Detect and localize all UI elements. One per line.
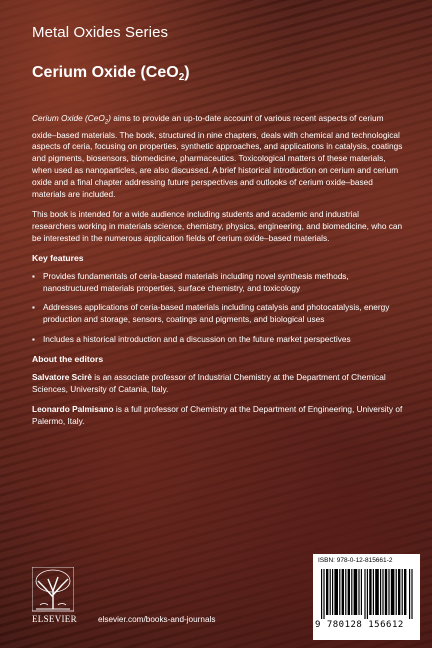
book-title-main: Cerium Oxide (CeO [32,64,179,81]
book-title [32,64,190,83]
isbn-label: ISBN: 978-0-12-815661-2 [318,557,393,564]
editor-1-bio [32,372,404,396]
about-editors-heading: About the editors [32,354,104,365]
editor-2-bio [32,404,404,428]
barcode-number: 9 780128 156612 [315,620,404,630]
back-cover-content [32,113,404,436]
barcode-icon [321,569,413,619]
description-book-name-end: ) [108,113,111,123]
key-feature-item: ▪ Addresses applications of ceria-based materials including catalysis and photocatalysis, energy production and storage, sensors, coatings and pigments, and biological uses [43,302,404,326]
key-feature-item: ▪ Includes a historical introduction and a discussion on the future market perspectives [43,334,404,346]
key-feature-item: ▪ Provides fundamentals of ceria-based materials including novel synthesis methods, nanostructured materials properties, surface chemistry, and toxicology [43,271,404,295]
barcode-panel [313,554,420,640]
editor-2-name: Leonardo Palmisano [32,403,114,414]
key-features-heading: Key features [32,252,84,263]
book-title-end: ) [184,64,190,81]
description-text-1: aims to provide an up-to-date account of various recent aspects of cerium oxide–based materials. The book, structured in nine chapters, deals with chemical and technological aspects of ceria, focusing on properties, synthetic approaches, and applications in catalysis, coatings and pigments, biosensors, biomedicine, pharmaceutics. Toxicological matters of these materials, when used as nanoparticles, are also discussed. A brief historical introduction on cerium and cerium oxide and a final chapter addressing future perspectives and outlooks of cerium oxide–based materials are included. [32,113,403,200]
description-book-name-main: Cerium Oxide (CeO [32,113,105,123]
publisher-url[interactable]: elsevier.com/books-and-journals [98,615,216,624]
editor-2-text: is a full professor of Chemistry at the Department of Engineering, University of Palermo, Italy. [32,403,403,426]
description-book-name-subscript: 2 [104,119,109,126]
book-title-subscript: 2 [178,72,185,83]
editor-1-name: Salvatore Scirè [32,372,92,383]
series-title: Metal Oxides Series [32,24,169,41]
description-book-name [32,113,111,126]
editor-1-text: is an associate professor of Industrial Chemistry at the Department of Chemical Sciences, University of Catania, Italy. [32,372,386,394]
elsevier-logo-text: ELSEVIER [32,614,77,624]
description-paragraph-1 [32,113,404,201]
key-features-list [32,271,404,347]
description-paragraph-2: This book is intended for a wide audience including students and academic and industrial researchers working in materials science, chemistry, physics, engineering, and biomedicine, who can be interested in the numerous application fields of cerium oxide–based materials. [32,209,403,243]
